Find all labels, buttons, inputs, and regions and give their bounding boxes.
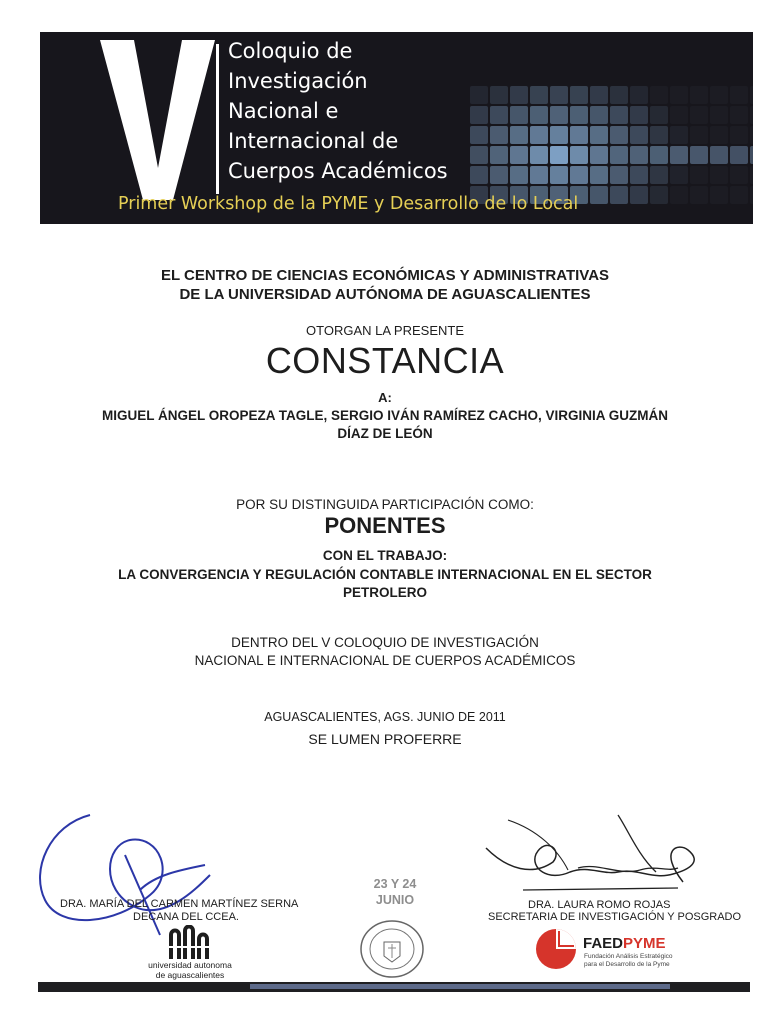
uaa-logo-text <box>136 960 244 980</box>
right-signature-mark <box>478 810 718 900</box>
pixel-tile <box>530 106 548 124</box>
pixel-tile <box>630 106 648 124</box>
faedpyme-subtitle-line-1: Fundación Análisis Estratégico <box>584 953 673 960</box>
pixel-tile <box>690 106 708 124</box>
pixel-tile <box>550 146 568 164</box>
pixel-tile <box>750 146 753 164</box>
pixel-tile <box>570 166 588 184</box>
pixel-tile <box>710 86 728 104</box>
pixel-tile <box>710 126 728 144</box>
faedpyme-name-part-1: FAED <box>583 935 624 952</box>
pixel-tile <box>750 126 753 144</box>
pixel-tile <box>670 186 688 204</box>
pixel-tile <box>510 86 528 104</box>
pixel-tile <box>590 186 608 204</box>
recipients-line-2: DÍAZ DE LEÓN <box>337 426 433 441</box>
pixel-tile <box>530 146 548 164</box>
pixel-tile <box>590 166 608 184</box>
to-label: A: <box>378 390 392 405</box>
pixel-tile <box>690 166 708 184</box>
faedpyme-name-part-2: PYME <box>623 935 666 952</box>
pixel-tile <box>670 166 688 184</box>
issuer-line-2: DE LA UNIVERSIDAD AUTÓNOMA DE AGUASCALIENTES <box>179 286 591 303</box>
participation-role: PONENTES <box>324 513 446 538</box>
pixel-tile <box>710 186 728 204</box>
left-signatory-name: DRA. MARÍA DEL CARMEN MARTÍNEZ SERNA <box>60 898 299 910</box>
grant-text: OTORGAN LA PRESENTE <box>306 323 464 338</box>
header-banner <box>40 32 753 224</box>
pixel-tile <box>610 146 628 164</box>
faedpyme-logo-icon <box>535 928 577 970</box>
pixel-tile <box>470 106 488 124</box>
left-signatory-title: DECANA DEL CCEA. <box>133 911 239 923</box>
right-signatory-title: SECRETARIA DE INVESTIGACIÓN Y POSGRADO <box>488 911 742 923</box>
pixel-tile <box>590 126 608 144</box>
pixel-tile <box>510 126 528 144</box>
pixel-tile <box>570 106 588 124</box>
uaa-logo-icon <box>165 925 213 961</box>
pixel-tile <box>550 106 568 124</box>
pixel-tile <box>490 106 508 124</box>
pixel-tile <box>470 86 488 104</box>
pixel-tile <box>650 86 668 104</box>
pixel-tile <box>650 106 668 124</box>
pixel-tile <box>710 166 728 184</box>
footer-stripe <box>250 984 670 989</box>
banner-title-line-3: Nacional e <box>228 99 339 123</box>
dates-stamp-line-2: JUNIO <box>375 893 415 907</box>
pixel-tile <box>690 186 708 204</box>
pixel-tile <box>730 186 748 204</box>
pixel-tile <box>670 126 688 144</box>
pixel-tile <box>670 146 688 164</box>
pixel-tile <box>730 146 748 164</box>
work-label: CON EL TRABAJO: <box>322 548 448 563</box>
pixel-tile <box>750 106 753 124</box>
event-line-2: NACIONAL E INTERNACIONAL DE CUERPOS ACADÉMICOS <box>194 653 576 668</box>
pixel-tile <box>610 106 628 124</box>
pixel-tile <box>650 186 668 204</box>
pixel-tile <box>470 146 488 164</box>
pixel-tile <box>590 106 608 124</box>
recipients-line-1: MIGUEL ÁNGEL OROPEZA TAGLE, SERGIO IVÁN RAMÍREZ CACHO, VIRGINIA GUZMÁN <box>101 408 669 423</box>
uaa-logo-line-1: universidad autonoma <box>148 960 232 970</box>
issuer-line-1: EL CENTRO DE CIENCIAS ECONÓMICAS Y ADMINISTRATIVAS <box>160 267 610 284</box>
event-block <box>0 634 770 670</box>
banner-divider <box>216 44 219 194</box>
pixel-tile <box>490 86 508 104</box>
pixel-tile <box>670 106 688 124</box>
document-title: CONSTANCIA <box>265 340 505 381</box>
dates-stamp-line-1: 23 Y 24 <box>373 877 417 891</box>
banner-title-line-5: Cuerpos Académicos <box>228 159 448 183</box>
pixel-tile <box>670 86 688 104</box>
pixel-tile <box>530 166 548 184</box>
pixel-tile <box>650 146 668 164</box>
pixel-tile <box>730 126 748 144</box>
recipients-block <box>0 407 770 443</box>
pixel-tile <box>490 126 508 144</box>
work-title-line-2: PETROLERO <box>342 585 427 600</box>
pixel-tile <box>730 106 748 124</box>
pixel-tile <box>690 126 708 144</box>
pixel-tile <box>550 86 568 104</box>
dates-stamp <box>355 876 435 908</box>
pixel-tile <box>490 146 508 164</box>
faedpyme-name <box>583 935 666 952</box>
pixel-tile <box>610 86 628 104</box>
pixel-tile <box>570 126 588 144</box>
pixel-tile <box>710 146 728 164</box>
pixel-tile <box>510 106 528 124</box>
pixel-tile <box>610 186 628 204</box>
issuer-block <box>0 266 770 304</box>
pixel-tile <box>750 186 753 204</box>
pixel-tile <box>530 86 548 104</box>
faedpyme-subtitle-line-2: para el Desarrollo de la Pyme <box>584 961 670 968</box>
pixel-tile <box>470 166 488 184</box>
pixel-tile <box>630 146 648 164</box>
pixel-tile <box>630 126 648 144</box>
pixel-tile <box>490 166 508 184</box>
banner-subtitle: Primer Workshop de la PYME y Desarrollo de lo Local <box>118 194 579 214</box>
pixel-tile <box>550 166 568 184</box>
pixel-tile <box>690 86 708 104</box>
pixel-tile <box>550 126 568 144</box>
event-line-1: DENTRO DEL V COLOQUIO DE INVESTIGACIÓN <box>231 635 539 650</box>
pixel-tile <box>590 86 608 104</box>
pixel-tile <box>610 126 628 144</box>
pixel-grid-graphic <box>470 80 753 210</box>
pixel-tile <box>650 126 668 144</box>
pixel-tile <box>730 166 748 184</box>
roman-numeral-v <box>100 40 215 220</box>
banner-title-line-2: Investigación <box>228 69 368 93</box>
right-signatory-name: DRA. LAURA ROMO ROJAS <box>528 899 671 911</box>
pixel-tile <box>510 146 528 164</box>
pixel-tile <box>690 146 708 164</box>
uaa-logo-line-2: de aguascalientes <box>155 970 225 980</box>
work-title-block <box>0 566 770 602</box>
pixel-tile <box>630 166 648 184</box>
pixel-tile <box>590 146 608 164</box>
pixel-tile <box>630 186 648 204</box>
pixel-tile <box>530 126 548 144</box>
banner-title-line-1: Coloquio de <box>228 39 353 63</box>
pixel-tile <box>730 86 748 104</box>
university-seal <box>358 918 426 980</box>
motto: SE LUMEN PROFERRE <box>308 731 462 747</box>
pixel-tile <box>510 166 528 184</box>
faedpyme-subtitle <box>584 953 673 969</box>
work-title-line-1: LA CONVERGENCIA Y REGULACIÓN CONTABLE INTERNACIONAL EN EL SECTOR <box>118 567 652 582</box>
pixel-tile <box>750 86 753 104</box>
pixel-tile <box>570 86 588 104</box>
banner-title-line-4: Internacional de <box>228 129 399 153</box>
pixel-tile <box>630 86 648 104</box>
place-date: AGUASCALIENTES, AGS. JUNIO DE 2011 <box>264 710 506 724</box>
participation-label: POR SU DISTINGUIDA PARTICIPACIÓN COMO: <box>236 497 534 512</box>
pixel-tile <box>710 106 728 124</box>
pixel-tile <box>750 166 753 184</box>
pixel-tile <box>470 126 488 144</box>
pixel-tile <box>650 166 668 184</box>
pixel-tile <box>610 166 628 184</box>
pixel-tile <box>570 146 588 164</box>
